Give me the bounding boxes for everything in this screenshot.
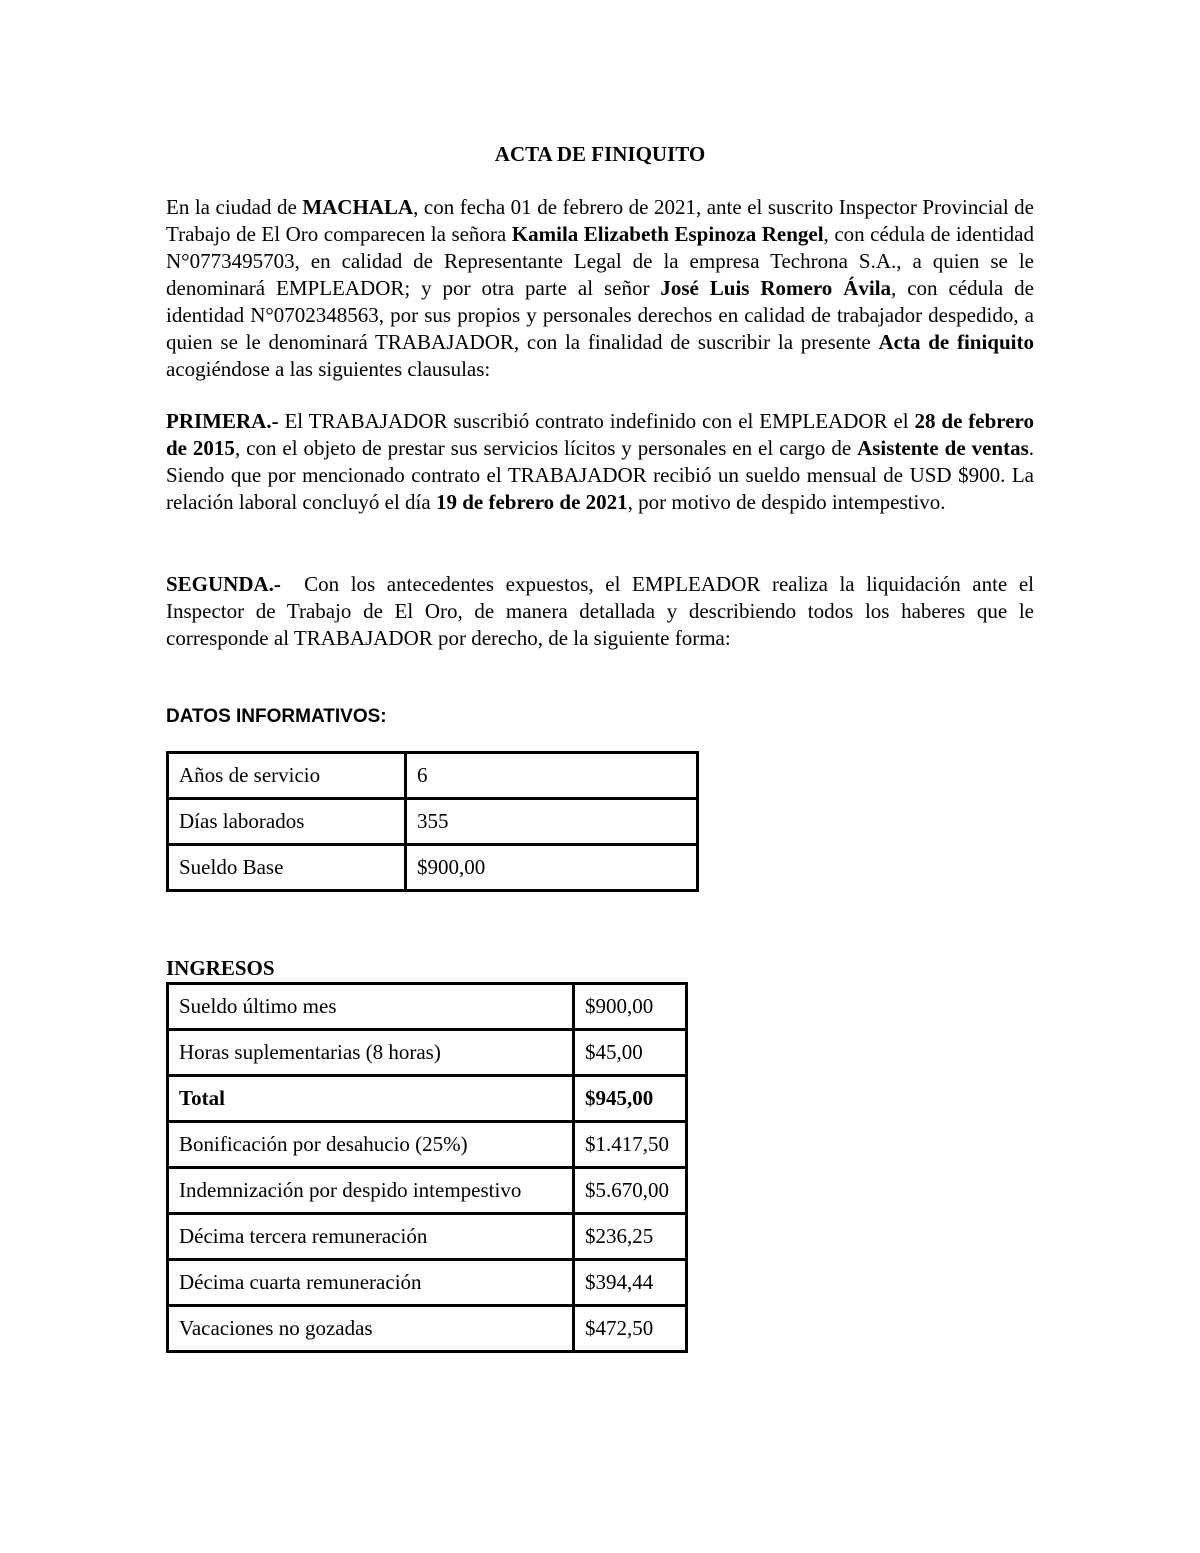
worker-name: José Luis Romero Ávila [660, 276, 892, 300]
intro-text-5: acogiéndose a las siguientes clausulas: [166, 357, 491, 381]
table-row [168, 1214, 687, 1260]
ingresos-label: Indemnización por despido intempestivo [168, 1168, 574, 1214]
table-row [168, 1260, 687, 1306]
ingresos-value: $45,00 [574, 1030, 687, 1076]
ingresos-value: $472,50 [574, 1306, 687, 1352]
intro-text-2: , con fecha 01 de febrero de 2021, ante el suscrito Inspector Provincial de Trabajo de El Oro comparecen la señora [166, 195, 1034, 246]
contract-end-date: 19 de febrero de 2021 [435, 490, 628, 514]
ingresos-value: $236,25 [574, 1214, 687, 1260]
ingresos-value: $900,00 [574, 984, 687, 1030]
ingresos-value: $1.417,50 [574, 1122, 687, 1168]
primera-clause [166, 408, 1034, 516]
ingresos-heading: INGRESOS [166, 956, 275, 980]
datos-value-salary: $900,00 [406, 845, 698, 891]
ingresos-total-label: Total [168, 1076, 574, 1122]
job-position: Asistente de ventas [857, 436, 1029, 460]
datos-value-days: 355 [406, 799, 698, 845]
ingresos-total-value: $945,00 [574, 1076, 687, 1122]
ingresos-label: Décima cuarta remuneración [168, 1260, 574, 1306]
primera-text-4: , por motivo de despido intempestivo. [627, 490, 946, 514]
ingresos-value: $5.670,00 [574, 1168, 687, 1214]
ingresos-table [166, 982, 688, 1353]
ingresos-label: Vacaciones no gozadas [168, 1306, 574, 1352]
segunda-text-1: Con los antecedentes expuestos, el EMPLEADOR realiza la liquidación ante el Inspector de Trabajo de El Oro, de manera detallada y describiendo todos los haberes que le corresponde al TRABAJADOR por derecho, de la siguiente forma: [166, 572, 1040, 650]
ingresos-label: Bonificación por desahucio (25%) [168, 1122, 574, 1168]
document-title: ACTA DE FINIQUITO [494, 142, 706, 166]
datos-label-days: Días laborados [168, 799, 406, 845]
ingresos-label: Décima tercera remuneración [168, 1214, 574, 1260]
intro-text-3: , con cédula de identidad N°0773495703, en calidad de Representante Legal de la empresa Techrona S.A., a quien se le denominará EMPLEADOR; y por otra parte al señor [166, 222, 1034, 300]
table-row-total [168, 1076, 687, 1122]
table-row [168, 799, 698, 845]
ingresos-label: Horas suplementarias (8 horas) [168, 1030, 574, 1076]
city-name: MACHALA [302, 195, 414, 219]
primera-text-2: , con el objeto de prestar sus servicios lícitos y personales en el cargo de [234, 436, 858, 460]
table-row [168, 845, 698, 891]
ingresos-label: Sueldo último mes [168, 984, 574, 1030]
intro-text-1: En la ciudad de [166, 195, 303, 219]
segunda-clause [166, 571, 1040, 652]
table-row [168, 1168, 687, 1214]
employer-representative-name: Kamila Elizabeth Espinoza Rengel [511, 222, 824, 246]
table-row [168, 1122, 687, 1168]
datos-informativos-table [166, 751, 699, 892]
intro-text-4: , con cédula de identidad N°0702348563, por sus propios y personales derechos en calidad de trabajador despedido, a quien se le denominará TRABAJADOR, con la finalidad de suscribir la presente [166, 276, 1034, 354]
segunda-label: SEGUNDA.- [166, 572, 281, 596]
intro-paragraph [166, 194, 1034, 383]
table-row [168, 753, 698, 799]
document-name: Acta de finiquito [878, 330, 1034, 354]
table-row [168, 1306, 687, 1352]
table-row [168, 1030, 687, 1076]
datos-label-years: Años de servicio [168, 753, 406, 799]
datos-value-years: 6 [406, 753, 698, 799]
datos-informativos-heading: DATOS INFORMATIVOS: [166, 706, 387, 727]
primera-label: PRIMERA.- [166, 409, 279, 433]
ingresos-value: $394,44 [574, 1260, 687, 1306]
datos-label-salary: Sueldo Base [168, 845, 406, 891]
primera-text-3: . Siendo que por mencionado contrato el TRABAJADOR recibió un sueldo mensual de USD $900. La relación laboral concluyó el día [166, 436, 1035, 514]
table-row [168, 984, 687, 1030]
primera-text-1: El TRABAJADOR suscribió contrato indefinido con el EMPLEADOR el [278, 409, 915, 433]
contract-start-date: 28 de febrero de 2015 [166, 409, 1034, 460]
